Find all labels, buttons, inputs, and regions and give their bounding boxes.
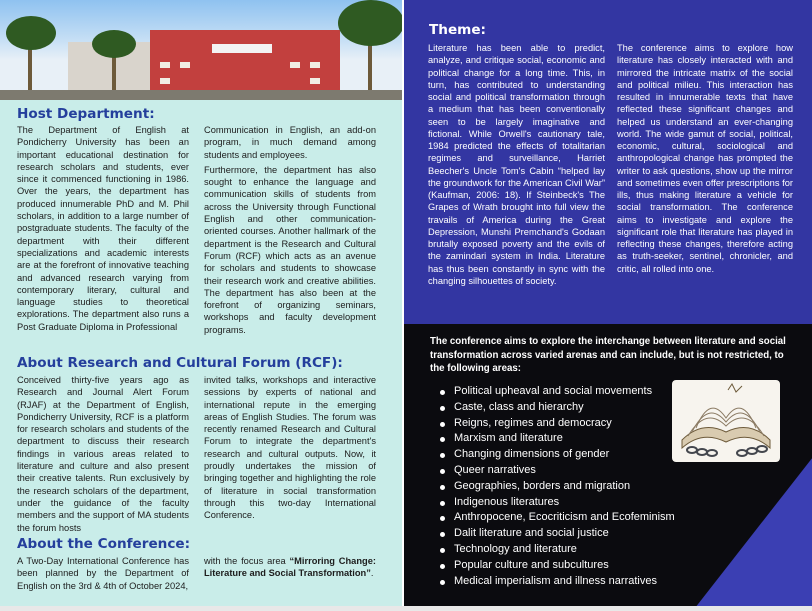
area-list-item [440,431,675,447]
area-list-item-text: Medical imperialism and illness narratives [454,574,657,587]
conference-focus-area: “Mirroring Change: Literature and Social Transformation” [204,556,376,579]
area-list-item [440,574,675,590]
photo-window [290,62,300,68]
host-department-text: Communication in English, an add-on program, in much demand among students and employees. [204,125,376,160]
area-list-item [440,400,675,416]
area-list-item-text: Indigenous literatures [454,495,560,508]
bullet-icon [440,422,445,427]
photo-window [180,62,190,68]
conference-title: About the Conference: [17,536,191,552]
bullet-icon [440,516,445,521]
areas-panel [404,324,812,606]
area-list-item-text: Marxism and literature [454,432,563,445]
areas-list [440,384,675,589]
theme-text: The conference aims to explore how literature has closely interacted with and mirrored the intricate matrix of the social and political milieu. This interaction has resulted in innumerable texts that have reflected these significant changes and helped us understand an ever-changing world. The wide gamut of social, political, economic, cultural, sociological and anthropological change has prompted the writer to ask questions, show up the mirror and sometimes even offer prescriptions for ills, thus making literature a vehicle for social transformation. The conference aims to investigate and explore the significant role that literature has played in reflecting these changes, therefore acting as truth-seeker, sentinel, chronicler, and critic, all rolled into one. [617,43,793,274]
bullet-icon [440,485,445,490]
conference-text: A Two-Day International Conference has been planned by the Department of English on the 3rd & 4th of October 2024, [17,556,189,591]
left-panel [0,0,402,606]
theme-text: Literature has been able to predict, analyze, and critique social, economic and political change for a long time. This, in turn, has contributed to understanding social and political transformation through a medium that has been conventionally seen to be largely imaginative and fictional. While Orwell's cautionary tale, 1984 predicted the effects of totalitarian regimes and surveillance, Harriet Beecher's Uncle Tom's Cabin “helped lay the groundwork for the American Civil War” (Kaufman, 2006: 18). If Steinbeck's The Grapes of Wrath brought into full view the travails of America during the Great Depression, Munshi Premchand's Godaan brutally exposed poverty and the evils of the zamindari system in India. Literature has thus been constantly in sync with the changing silhouettes of society. [428,43,605,286]
rcf-text: Conceived thirty-five years ago as Research and Journal Alert Forum (RJAF) at the Department of English, Pondicherry University, RCF is a platform for research scholars and students of the department to discuss their research findings in various areas related to literature and culture and also present their creative talents. Run exclusively by the research scholars of the department, under the guidance of the faculty members and the support of MA students the forum hosts [17,375,189,533]
rcf-col2 [204,374,376,525]
area-list-item-text: Political upheaval and social movements [454,385,653,397]
area-list-item-text: Dalit literature and social justice [454,527,609,540]
photo-palm-tree [92,30,136,58]
area-list-item [440,384,675,400]
theme-title: Theme: [429,22,486,38]
photo-ground [0,90,402,100]
book-chain-illustration [672,380,780,462]
university-building-photo [0,0,402,100]
area-list-item [440,510,675,526]
rcf-text: invited talks, workshops and interactive sessions by experts of national and international repute in the emerging areas of English Studies. The forum was recently renamed Research and Cultural Forum to integrate the department's research and cultural outputs. Now, it proudly undertakes the mission of bringing together and highlighting the role of literature in social transformation through this two-day International Conference. [204,375,376,521]
area-list-item [440,558,675,574]
host-department-col1 [17,124,189,336]
photo-window [310,62,320,68]
book-chain-icon [672,380,780,462]
host-department-col2 [204,124,376,339]
bullet-icon [440,580,445,585]
area-list-item [440,479,675,495]
photo-window [310,78,320,84]
area-list-item [440,463,675,479]
area-list-item-text: Changing dimensions of gender [454,448,610,461]
bullet-icon [440,469,445,474]
bullet-icon [440,548,445,553]
area-list-item [440,447,675,463]
area-list-item-text: Caste, class and hierarchy [454,400,584,413]
theme-col1 [428,42,605,290]
theme-col2 [617,42,793,278]
area-list-item [440,542,675,558]
photo-window [160,62,170,68]
area-list-item-text: Reigns, regimes and democracy [454,416,612,429]
bullet-icon [440,532,445,537]
bullet-icon [440,501,445,506]
area-list-item [440,495,675,511]
bullet-icon [440,406,445,411]
bullet-icon [440,564,445,569]
host-department-text: The Department of English at Pondicherry University has been an important educational destination for research scholars and students, ever since it commenced functioning in 1986. Over the years, the department has produced innumerable PhD and M. Phil scholars, in addition to a large number of postgraduate students. The faculty of the department with their different specializations and academic interests are at the forefront of innovative teaching and advanced research varying from contemporary literary, cultural and language studies to theoretical explorations. The department also runs a Post Graduate Diploma in Professional [17,125,189,332]
bullet-icon [440,437,445,442]
host-department-text: Furthermore, the department has also sought to enhance the language and communication skills of students from across the University through Functional English and other communication-oriented courses. Another hallmark of the department is the Research and Cultural Forum (RCF) which acts as an avenue for scholars and students to showcase their research work and creative abilities. The department has also been at the forefront of organizing seminars, workshops and faculty development programs. [204,164,376,335]
conference-col1 [17,555,189,595]
conference-text: with the focus area “Mirroring Change: Literature and Social Transformation”. [204,556,376,579]
page-bottom-edge [0,606,812,611]
area-list-item-text: Geographies, borders and migration [454,479,631,492]
area-list-item [440,416,675,432]
area-list-item-text: Popular culture and subcultures [454,558,609,571]
photo-palm-tree [6,16,56,50]
bullet-icon [440,390,445,395]
photo-building-sign [212,44,272,53]
theme-panel [404,0,812,324]
conference-col2 [204,555,376,583]
areas-intro: The conference aims to explore the interchange between literature and social transformation across varied arenas and can include, but is not restricted, to the following areas: [430,336,786,374]
rcf-title: About Research and Cultural Forum (RCF): [17,355,343,371]
area-list-item-text: Queer narratives [454,463,536,476]
photo-window [160,78,170,84]
bullet-icon [440,453,445,458]
area-list-item-text: Technology and literature [454,542,577,555]
photo-palm-tree [338,0,402,46]
host-department-title: Host Department: [17,106,155,122]
area-list-item-text: Anthropocene, Ecocriticism and Ecofeminism [454,511,675,524]
rcf-col1 [17,374,189,537]
area-list-item [440,526,675,542]
